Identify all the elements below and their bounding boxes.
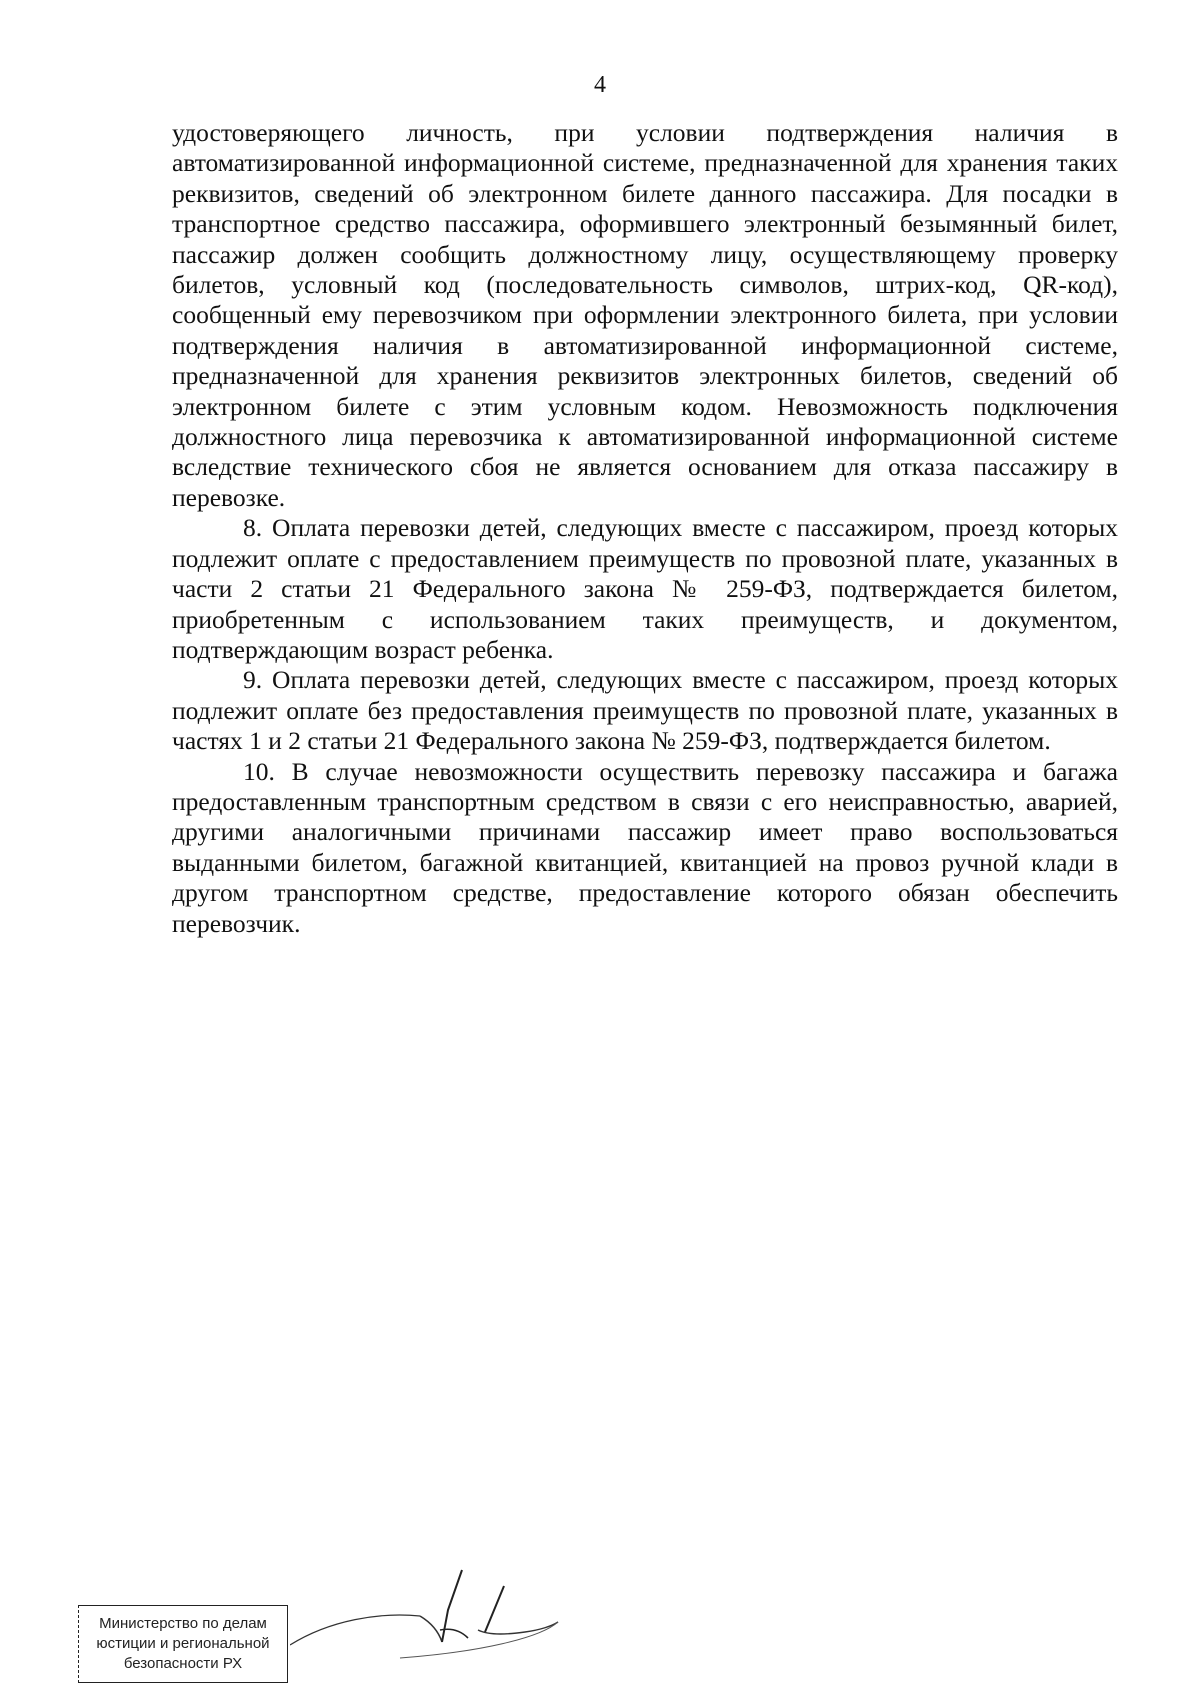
handwritten-signature <box>290 1550 620 1680</box>
stamp-line: безопасности РХ <box>123 1655 243 1672</box>
paragraph-9: 9. Оплата перевозки детей, следующих вместе с пассажиром, проезд которых подлежит оплате без предоставления преимуществ по провозной плате, указанных в частях 1 и 2 статьи 21 Федерального закона № 259-ФЗ, подтверждается билетом. <box>172 665 1118 756</box>
paragraph-8: 8. Оплата перевозки детей, следующих вместе с пассажиром, проезд которых подлежит оплате с предоставлением преимуществ по провозной плате, указанных в части 2 статьи 21 Федерального закона № 259-ФЗ, подтверждается билетом, приобретенным с использованием таких преимуществ, и документом, подтверждающим возраст ребенка. <box>172 513 1118 664</box>
stamp-line: Министерство по делам <box>99 1615 267 1632</box>
stamp-line: юстиции и региональной <box>96 1635 270 1652</box>
ministry-stamp <box>78 1605 288 1683</box>
page-number: 4 <box>594 72 606 98</box>
paragraph-10: 10. В случае невозможности осуществить перевозку пассажира и багажа предоставленным транспортным средством в связи с его неисправностью, аварией, другими аналогичными причинами пассажир имеет право воспользоваться выданными билетом, багажной квитанцией, квитанцией на провоз ручной клади в другом транспортном средстве, предоставление которого обязан обеспечить перевозчик. <box>172 756 1118 938</box>
document-body <box>172 118 1118 939</box>
paragraph-continuation: удостоверяющего личность, при условии подтверждения наличия в автоматизированной информационной системе, предназначенной для хранения таких реквизитов, сведений об электронном билете данного пассажира. Для посадки в транспортное средство пассажира, оформившего электронный безымянный билет, пассажир должен сообщить должностному лицу, осуществляющему проверку билетов, условный код (последовательность символов, штрих-код, QR-код), сообщенный ему перевозчиком при оформлении электронного билета, при условии подтверждения наличия в автоматизированной информационной системе, предназначенной для хранения реквизитов электронных билетов, сведений об электронном билете с этим условным кодом. Невозможность подключения должностного лица перевозчика к автоматизированной информационной системе вследствие технического сбоя не является основанием для отказа пассажиру в перевозке. <box>172 118 1118 512</box>
